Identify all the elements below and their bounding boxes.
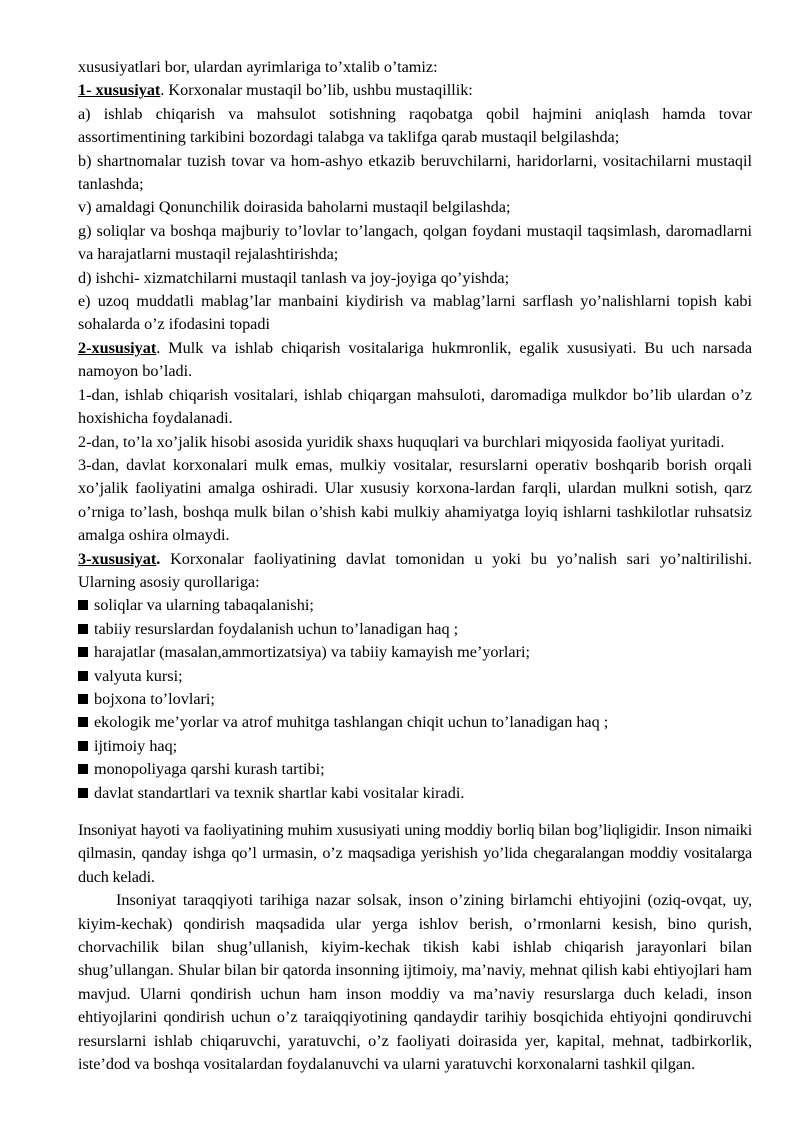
section-3-intro: 3-xususiyat. Korxonalar faoliyatining davlat tomonidan u yoki bu yo’nalish sari yo’naltirilishi. Ularning asosiy qurollariga: (78, 549, 752, 591)
section-1-heading: 1- xususiyat (78, 81, 161, 100)
section-1-item-v: v) amaldagi Qonunchilik doirasida baholarni mustaqil belgilashda; (78, 198, 511, 217)
paragraph-intro: xususiyatlari bor, ulardan ayrimlariga to’xtalib o’tamiz: (78, 58, 438, 76)
section-2-item-3: 3-dan, davlat korxonalari mulk emas, mulkiy vositalar, resurslarni operativ boshqarib borish orqali xo’jalik faoliyatini amalga oshiradi. Ular xususiy korxona-lardan farqli, ulardan mulkni sotish, qarz o’rniga to’lash, boshqa mulk bilan o’shish kabi mulkiy ahamiyatga loyiq ishlarni tashkilotlar ruhsatsiz amalga oshira olmaydi. (78, 455, 752, 545)
document-page (78, 56, 752, 1076)
black-square-bullet-icon (78, 624, 88, 634)
list-item: soliqlar va ularning tabaqalanishi; (78, 594, 752, 617)
section-1-item-e: e) uzoq muddatli mablag’lar manbaini kiydirish va mablag’larni sarflash yo’nalishlarni topish kabi sohalarda o’z ifodasini topadi (78, 292, 752, 334)
section-2-heading: 2-xususiyat (78, 338, 157, 357)
black-square-bullet-icon (78, 741, 88, 751)
black-square-bullet-icon (78, 671, 88, 681)
list-item: ijtimoiy haq; (78, 735, 752, 758)
paragraph-spacer (78, 805, 752, 819)
list-item: tabiiy resurslardan foydalanish uchun to’lanadigan haq ; (78, 618, 752, 641)
section-3-bullet-list (78, 594, 752, 805)
section-1-intro: 1- xususiyat. Korxonalar mustaqil bo’lib, ushbu mustaqillik: (78, 81, 473, 100)
list-item: monopoliyaga qarshi kurash tartibi; (78, 758, 752, 781)
list-item: harajatlar (masalan,ammortizatsiya) va tabiiy kamayish me’yorlari; (78, 641, 752, 664)
black-square-bullet-icon (78, 600, 88, 610)
section-3-heading: 3-xususiyat (78, 549, 157, 568)
black-square-bullet-icon (78, 764, 88, 774)
section-1-item-b: b) shartnomalar tuzish tovar va hom-ashyo etkazib beruvchilarni, haridorlarni, vositachilarni mustaqil tanlashda; (78, 151, 752, 194)
black-square-bullet-icon (78, 647, 88, 657)
paragraph-taraqqiyot: Insoniyat taraqqiyoti tarihiga nazar solsak, inson o’zining birlamchi ehtiyojini (oziq-ovqat, uy, kiyim-kechak) qondirish maqsadida ular yerga ishlov berish, o’rmonlarni kesish, bino qurish, chorvachilik bilan shug’ullanish, kiyim-kechak tikish kabi ishlab chiqarish jarayonlari bilan shug’ullangan. Shular bilan bir qatorda insonning ijtimoiy, ma’naviy, mehnat qilish kabi ehtiyojlari ham mavjud. Ularni qondirish uchun ham inson moddiy va ma’naviy resurslarga duch keladi, inson ehtiyojlarini qondirish uchun o’z taraiqqiyotining qandaydir tarihiy bosqichida ehtiyojni qondiruvchi resurslarni ishlab chiqaruvchi, yaratuvchi, o’z faoliyati doirasida yer, kapital, mehnat, tadbirkorlik, iste’dod va boshqa vositalardan foydalanuvchi va ularni yaratuvchi korxonalarni tashkil qilgan. (78, 891, 752, 1074)
black-square-bullet-icon (78, 694, 88, 704)
list-item: bojxona to’lovlari; (78, 688, 752, 711)
section-2-intro: 2-xususiyat. Mulk va ishlab chiqarish vositalariga hukmronlik, egalik xususiyati. Bu uch narsada namoyon bo’ladi. (78, 338, 752, 381)
black-square-bullet-icon (78, 788, 88, 798)
section-2-item-2: 2-dan, to’la xo’jalik hisobi asosida yuridik shaxs huquqlari va burchlari miqyosida faoliyat yuritadi. (78, 432, 725, 451)
list-item: ekologik me’yorlar va atrof muhitga tashlangan chiqit uchun to’lanadigan haq ; (78, 711, 752, 734)
section-2-item-1: 1-dan, ishlab chiqarish vositalari, ishlab chiqargan mahsuloti, daromadiga mulkdor bo’lib ulardan o’z hoxishicha foydalanadi. (78, 385, 752, 428)
section-1-item-d: d) ishchi- xizmatchilarni mustaqil tanlash va joy-joyiga qo’yishda; (78, 268, 510, 287)
list-item: valyuta kursi; (78, 665, 752, 688)
paragraph-moddiy-borliq: Insoniyat hayoti va faoliyatining muhim xususiyati uning moddiy borliq bilan bog’liqligidir. Inson nimaiki qilmasin, qanday ishga qo’l urmasin, o’z maqsadiga yerishish yo’lida chegaralangan moddiy vositalarga duch keladi. (78, 821, 752, 886)
list-item: davlat standartlari va texnik shartlar kabi vositalar kiradi. (78, 782, 752, 805)
section-1-item-g: g) soliqlar va boshqa majburiy to’lovlar to’langach, qolgan foydani mustaqil taqsimlash, daromadlarni va harajatlarni mustaqil rejalashtirishda; (78, 221, 752, 264)
black-square-bullet-icon (78, 717, 88, 727)
section-1-item-a: a) ishlab chiqarish va mahsulot sotishning raqobatga qobil hajmini aniqlash hamda tovar assortimentining tarkibini bozordagi talabga va taklifga qarab mustaqil belgilashda; (78, 104, 752, 147)
